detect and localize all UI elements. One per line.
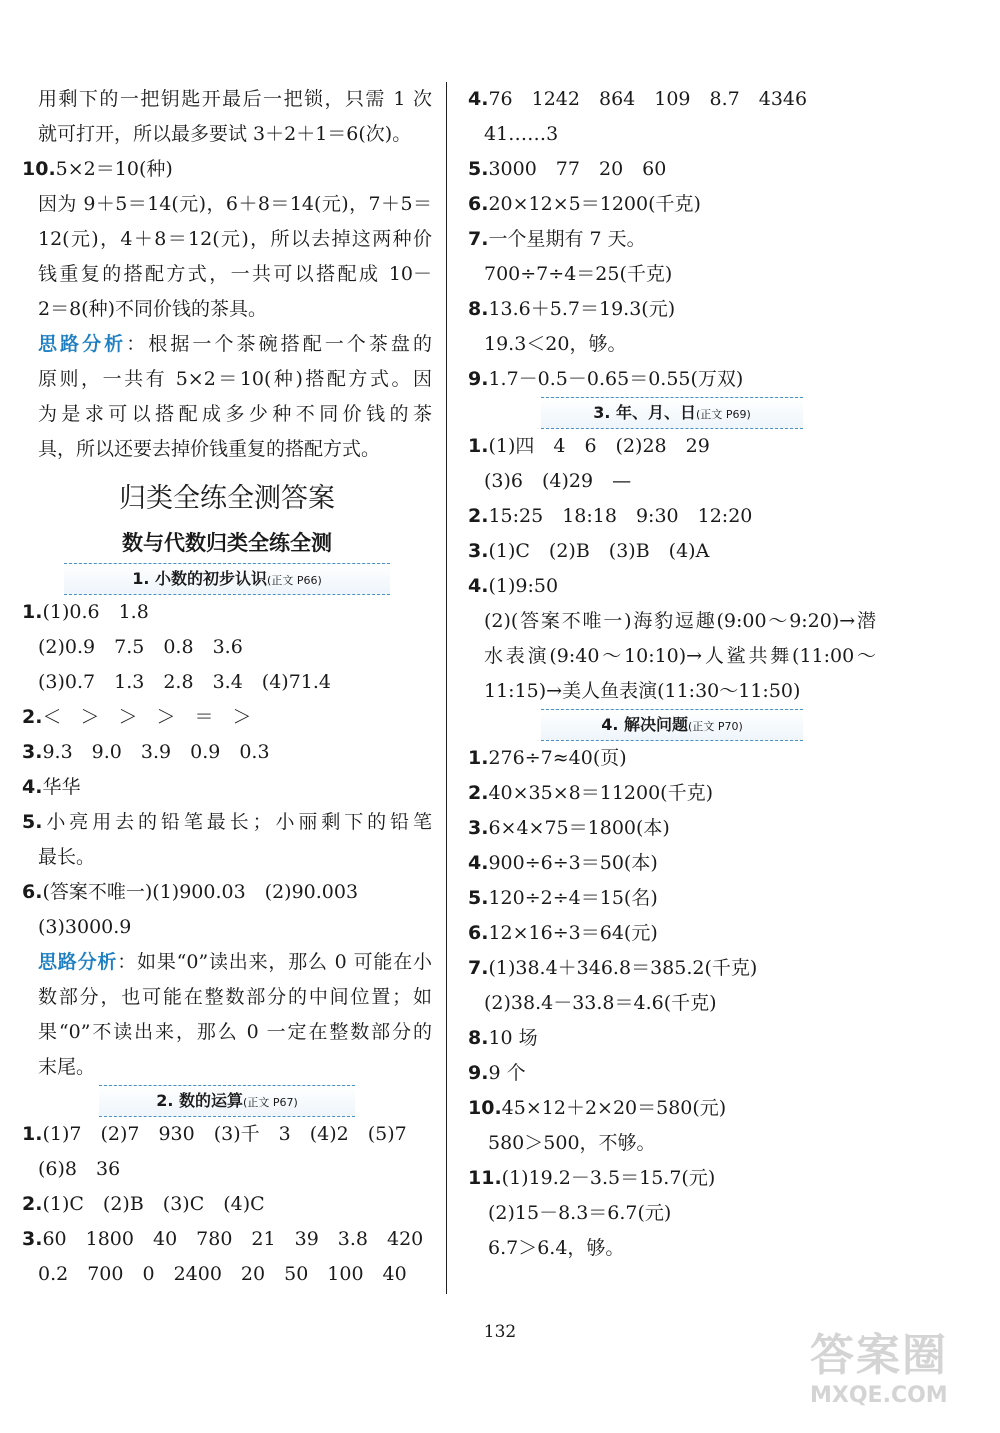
text-line: 用剩下的一把钥匙开最后一把锁，只需 1 次 — [38, 88, 432, 110]
answer-item — [22, 1187, 432, 1222]
answer-text: 45×12＋2×20＝580(元) — [501, 1097, 727, 1119]
section-title: 2. 数的运算 — [156, 1091, 244, 1110]
answer-text: (1)9:50 — [488, 575, 559, 597]
text-line: 最长。 — [38, 846, 96, 868]
text-line: 580＞500，不够。 — [488, 1132, 656, 1154]
section-title: 1. 小数的初步认识 — [132, 569, 268, 588]
text-line: 41……3 — [484, 123, 559, 145]
item-number: 4. — [22, 776, 43, 798]
answer-item — [22, 770, 432, 805]
answer-item — [22, 595, 432, 630]
answer-item — [468, 916, 876, 951]
watermark-logo: 答案圈 — [810, 1330, 948, 1381]
text-line: 就可打开，所以最多要试 3＋2＋1＝6(次)。 — [38, 123, 412, 145]
item-number: 5. — [468, 887, 489, 909]
answer-text: ＜ ＞ ＞ ＞ ＝ ＞ — [42, 706, 252, 728]
answer-item — [22, 805, 432, 840]
hint-text: ：根据一个茶碗搭配一个茶盘的 — [126, 333, 432, 355]
section-title: 3. 年、月、日 — [593, 403, 697, 422]
answer-item — [468, 811, 876, 846]
answer-item — [468, 534, 876, 569]
item-number: 5. — [22, 811, 43, 833]
item-number: 8. — [468, 1027, 489, 1049]
answer-text: (1)四 4 6 (2)28 29 — [488, 435, 710, 457]
sub-heading: 数与代数归类全练全测 — [122, 531, 332, 555]
answer-item — [468, 292, 876, 327]
item-number: 1. — [22, 601, 43, 623]
hint-line: 果“0”不读出来，那么 0 一定在整数部分的 — [38, 1021, 432, 1043]
answer-text: 276÷7≈40(页) — [488, 747, 627, 769]
answer-item — [22, 152, 432, 187]
item-number: 6. — [22, 881, 43, 903]
item-number: 3. — [468, 540, 489, 562]
answer-item — [468, 222, 876, 257]
hint-line: 数部分，也可能在整数部分的中间位置；如 — [38, 986, 432, 1008]
answer-text: 12×16÷3＝64(元) — [488, 922, 658, 944]
answer-text: (1)38.4＋346.8＝385.2(千克) — [488, 957, 758, 979]
text-line: (6)8 36 — [38, 1158, 121, 1180]
answer-item — [468, 1021, 876, 1056]
text-line: (2)(答案不唯一)海豹逗趣(9:00～9:20)→潜 — [484, 610, 876, 632]
answer-text: 9.3 9.0 3.9 0.9 0.3 — [42, 741, 270, 763]
item-number: 6. — [468, 922, 489, 944]
hint-line — [22, 945, 432, 980]
item-number: 3. — [22, 1228, 43, 1250]
answer-text: 10 场 — [488, 1027, 538, 1049]
item-number: 1. — [468, 747, 489, 769]
item-number: 9. — [468, 1062, 489, 1084]
answer-item — [22, 1222, 432, 1257]
page-number: 132 — [483, 1322, 517, 1342]
item-number: 9. — [468, 368, 489, 390]
answer-text: 5×2＝10(种) — [55, 158, 173, 180]
answer-text: 3000 77 20 60 — [488, 158, 667, 180]
item-number: 1. — [468, 435, 489, 457]
answer-item — [468, 569, 876, 604]
text-line: 2＝8(种)不同价钱的茶具。 — [38, 298, 268, 320]
item-number: 3. — [468, 817, 489, 839]
item-number: 4. — [468, 88, 489, 110]
answer-item — [468, 951, 876, 986]
answer-item — [468, 362, 876, 397]
text-line: 19.3＜20，够。 — [484, 333, 627, 355]
item-number: 6. — [468, 193, 489, 215]
text-line: 0.2 700 0 2400 20 50 100 40 — [38, 1263, 407, 1285]
section-ref: (正文 P66) — [267, 574, 322, 587]
item-number: 7. — [468, 228, 489, 250]
answer-item — [22, 875, 432, 910]
item-number: 7. — [468, 957, 489, 979]
answer-text: (答案不唯一)(1)900.03 (2)90.003 — [42, 881, 359, 903]
item-number: 11. — [468, 1167, 502, 1189]
answer-text: 20×12×5＝1200(千克) — [488, 193, 701, 215]
hint-text: ：如果“0”读出来，那么 0 可能在小 — [117, 951, 432, 973]
text-line: 水表演(9:40～10:10)→人鲨共舞(11:00～ — [484, 645, 876, 667]
answer-text: 15:25 18:18 9:30 12:20 — [488, 505, 753, 527]
text-line: 因为 9＋5＝14(元)，6＋8＝14(元)，7＋5＝ — [38, 193, 432, 215]
section-title: 4. 解决问题 — [601, 715, 689, 734]
hint-line: 原则，一共有 5×2＝10(种)搭配方式。因 — [38, 368, 432, 390]
text-line: (3)3000.9 — [38, 916, 132, 938]
hint-line: 末尾。 — [38, 1056, 96, 1078]
item-number: 8. — [468, 298, 489, 320]
main-heading: 归类全练全测答案 — [119, 483, 335, 514]
text-line: (3)6 (4)29 — — [484, 470, 632, 492]
section-header — [541, 709, 803, 741]
text-line: 11:15)→美人鱼表演(11:30～11:50) — [484, 680, 801, 702]
answer-text: 6×4×75＝1800(本) — [488, 817, 670, 839]
answer-text: 9 个 — [488, 1062, 526, 1084]
answer-item — [468, 1161, 876, 1196]
item-number: 4. — [468, 575, 489, 597]
answer-item — [468, 499, 876, 534]
hint-line — [22, 327, 432, 362]
watermark-url: MXQE.COM — [810, 1383, 948, 1408]
answer-item — [468, 82, 876, 117]
answer-text: 13.6＋5.7＝19.3(元) — [488, 298, 676, 320]
answer-item — [468, 881, 876, 916]
hint-label: 思路分析 — [38, 333, 127, 355]
text-line: (2)15－8.3＝6.7(元) — [488, 1202, 672, 1224]
section-header — [99, 1085, 355, 1117]
answer-item — [468, 429, 876, 464]
answer-text: (1)19.2－3.5＝15.7(元) — [501, 1167, 716, 1189]
section-ref: (正文 P69) — [696, 408, 751, 421]
section-header — [541, 397, 803, 429]
answer-item — [468, 1091, 876, 1126]
item-number: 4. — [468, 852, 489, 874]
item-number: 2. — [468, 505, 489, 527]
answer-text: 华华 — [42, 776, 81, 798]
answer-text: 小亮用去的铅笔最长；小丽剩下的铅笔 — [42, 811, 432, 833]
answer-item — [22, 735, 432, 770]
hint-line: 具，所以还要去掉价钱重复的搭配方式。 — [38, 438, 381, 460]
right-column — [468, 82, 876, 1266]
text-line: 6.7＞6.4，够。 — [488, 1237, 625, 1259]
item-number: 2. — [468, 782, 489, 804]
answer-item — [22, 700, 432, 735]
text-line: 12(元)，4＋8＝12(元)，所以去掉这两种价 — [38, 228, 432, 250]
answer-text: (1)C (2)B (3)B (4)A — [488, 540, 710, 562]
site-watermark — [810, 1319, 980, 1419]
answer-text: 40×35×8＝11200(千克) — [488, 782, 714, 804]
answer-text: (1)7 (2)7 930 (3)千 3 (4)2 (5)7 — [42, 1123, 407, 1145]
answer-text: 60 1800 40 780 21 39 3.8 420 — [42, 1228, 424, 1250]
hint-line: 为是求可以搭配成多少种不同价钱的茶 — [38, 403, 432, 425]
section-header — [64, 563, 390, 595]
item-number: 2. — [22, 1193, 43, 1215]
hint-label: 思路分析 — [38, 951, 118, 973]
text-line: 700÷7÷4＝25(千克) — [484, 263, 673, 285]
column-divider — [446, 82, 447, 1294]
text-line: (2)0.9 7.5 0.8 3.6 — [38, 636, 243, 658]
text-line: (2)38.4－33.8＝4.6(千克) — [484, 992, 717, 1014]
answer-item — [468, 846, 876, 881]
left-column — [22, 82, 432, 1292]
answer-text: 1.7－0.5－0.65＝0.55(万双) — [488, 368, 744, 390]
answer-item — [468, 1056, 876, 1091]
answer-item — [468, 152, 876, 187]
text-line: 钱重复的搭配方式，一共可以搭配成 10－ — [38, 263, 432, 285]
answer-text: 120÷2÷4＝15(名) — [488, 887, 658, 909]
answer-text: 900÷6÷3＝50(本) — [488, 852, 658, 874]
item-number: 1. — [22, 1123, 43, 1145]
answer-item — [468, 187, 876, 222]
answer-text: 一个星期有 7 天。 — [488, 228, 646, 250]
answer-item — [22, 1117, 432, 1152]
item-number: 5. — [468, 158, 489, 180]
item-number: 10. — [468, 1097, 502, 1119]
answer-text: (1)0.6 1.8 — [42, 601, 149, 623]
answer-text: (1)C (2)B (3)C (4)C — [42, 1193, 265, 1215]
item-number: 3. — [22, 741, 43, 763]
answer-text: 76 1242 864 109 8.7 4346 — [488, 88, 808, 110]
section-ref: (正文 P70) — [688, 720, 743, 733]
answer-item — [468, 741, 876, 776]
item-number: 10. — [22, 158, 56, 180]
text-line: (3)0.7 1.3 2.8 3.4 (4)71.4 — [38, 671, 331, 693]
answer-item — [468, 776, 876, 811]
item-number: 2. — [22, 706, 43, 728]
section-ref: (正文 P67) — [243, 1096, 298, 1109]
